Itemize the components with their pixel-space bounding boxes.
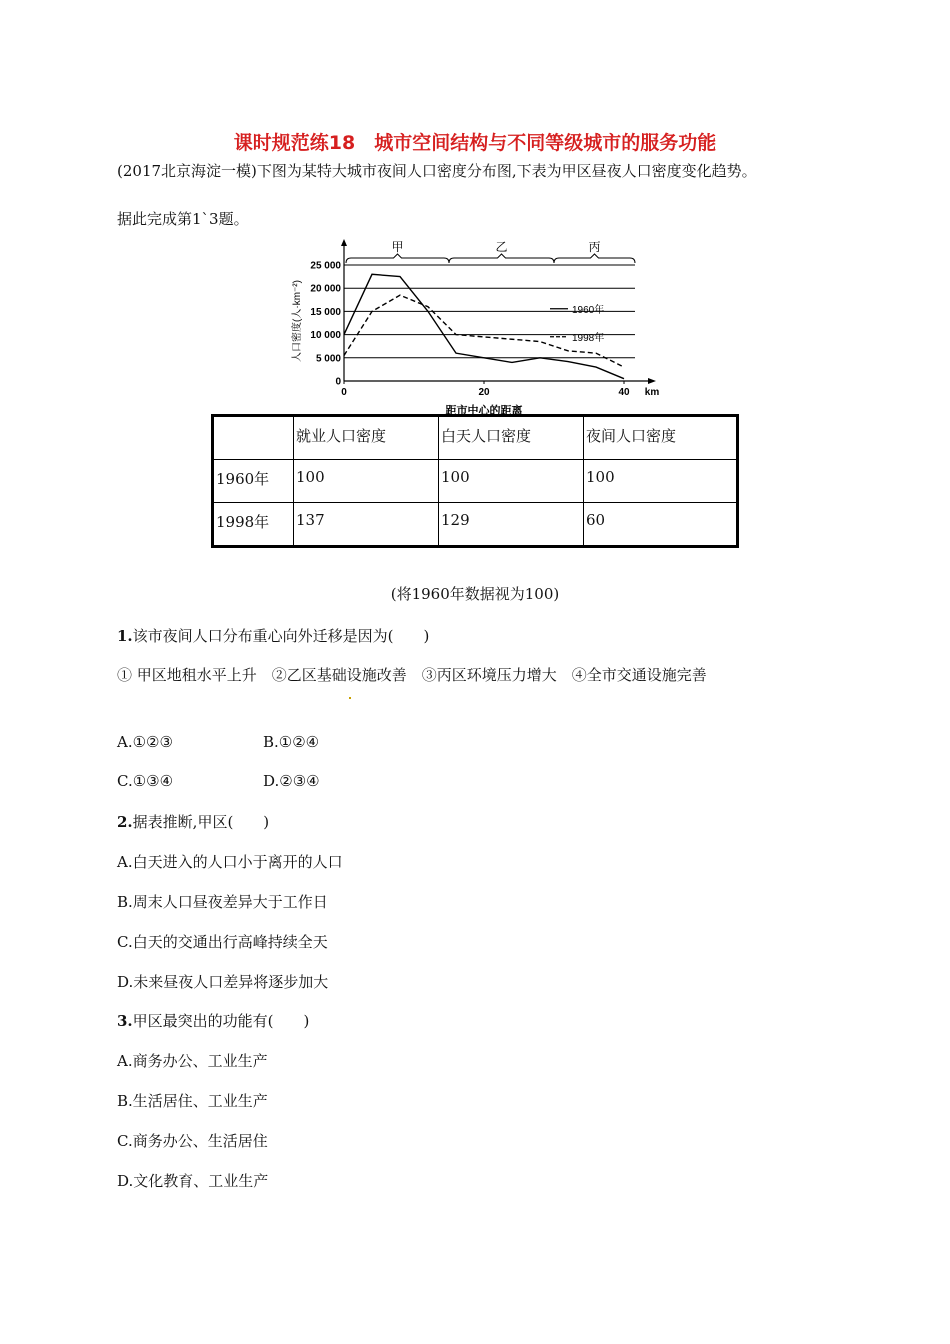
table-cell: 100 bbox=[439, 460, 584, 503]
x-tick-label: 40 bbox=[618, 387, 630, 398]
table-cell: 129 bbox=[439, 503, 584, 547]
table-note: (将1960年数据视为100) bbox=[390, 585, 560, 603]
y-tick-label: 20 000 bbox=[310, 283, 341, 295]
table-header-cell: 就业人口密度 bbox=[294, 416, 439, 460]
table-cell: 137 bbox=[294, 503, 439, 547]
option-a[interactable]: A.商务办公、工业生产 bbox=[117, 1052, 268, 1070]
x-unit-label: km bbox=[644, 387, 660, 398]
question-2 bbox=[117, 811, 269, 832]
zone-brace bbox=[346, 254, 449, 263]
page-title: 课时规范练18 城市空间结构与不同等级城市的服务功能 bbox=[233, 132, 717, 154]
legend-label: 1998年 bbox=[572, 332, 605, 344]
zone-label: 乙 bbox=[495, 240, 508, 254]
table-row bbox=[213, 460, 738, 503]
question-number: 3. bbox=[117, 1012, 133, 1030]
x-axis-arrow bbox=[648, 378, 656, 384]
question-number: 2. bbox=[117, 813, 133, 831]
table-cell: 60 bbox=[584, 503, 738, 547]
option-a[interactable]: A.①②③ bbox=[117, 733, 173, 751]
question-stem: 据表推断,甲区( ) bbox=[132, 813, 270, 831]
table-header-cell bbox=[213, 416, 294, 460]
population-density-chart bbox=[280, 236, 680, 416]
zone-label: 甲 bbox=[391, 240, 404, 254]
series-line-1960年 bbox=[344, 274, 624, 378]
table-header-cell: 夜间人口密度 bbox=[584, 416, 738, 460]
zone-label: 丙 bbox=[588, 240, 601, 254]
density-table bbox=[211, 414, 739, 548]
option-a[interactable]: A.白天进入的人口小于离开的人口 bbox=[117, 853, 343, 871]
zone-brace bbox=[554, 254, 635, 263]
x-tick-label: 0 bbox=[341, 387, 347, 398]
legend-label: 1960年 bbox=[572, 304, 605, 316]
table-row bbox=[213, 503, 738, 547]
table-header-row bbox=[213, 416, 738, 460]
option-c[interactable]: C.白天的交通出行高峰持续全天 bbox=[117, 933, 328, 951]
intro-text: (2017北京海淀一模)下图为某特大城市夜间人口密度分布图,下表为甲区昼夜人口密度变化趋势。 bbox=[117, 162, 757, 180]
question-stem: 该市夜间人口分布重心向外迁移是因为( ) bbox=[132, 627, 430, 645]
option-c[interactable]: C.①③④ bbox=[117, 772, 174, 790]
y-axis-arrow bbox=[341, 239, 347, 246]
option-b[interactable]: B.生活居住、工业生产 bbox=[117, 1092, 268, 1110]
option-c[interactable]: C.商务办公、生活居住 bbox=[117, 1132, 268, 1150]
option-d[interactable]: D.②③④ bbox=[263, 772, 320, 790]
table-cell: 100 bbox=[294, 460, 439, 503]
question-1-items: ① 甲区地租水平上升 ②乙区基础设施改善 ③丙区环境压力增大 ④全市交通设施完善 bbox=[117, 666, 707, 684]
option-d[interactable]: D.文化教育、工业生产 bbox=[117, 1172, 269, 1190]
option-d[interactable]: D.未来昼夜人口差异将逐步加大 bbox=[117, 973, 329, 991]
option-b[interactable]: B.周末人口昼夜差异大于工作日 bbox=[117, 893, 328, 911]
y-tick-label: 5 000 bbox=[315, 353, 341, 365]
y-tick-label: 15 000 bbox=[310, 306, 341, 318]
question-stem: 甲区最突出的功能有( ) bbox=[132, 1012, 310, 1030]
question-3 bbox=[117, 1010, 309, 1031]
question-number: 1. bbox=[117, 627, 133, 645]
y-tick-label: 25 000 bbox=[310, 260, 341, 272]
table-header-cell: 白天人口密度 bbox=[439, 416, 584, 460]
x-tick-label: 20 bbox=[478, 387, 490, 398]
table-cell: 1960年 bbox=[213, 460, 294, 503]
option-b[interactable]: B.①②④ bbox=[263, 733, 320, 751]
stray-mark bbox=[349, 697, 351, 699]
y-tick-label: 10 000 bbox=[310, 330, 341, 342]
y-axis-title: 人口密度(人·km⁻²) bbox=[292, 280, 303, 362]
y-tick-label: 0 bbox=[335, 376, 341, 388]
zone-brace bbox=[449, 254, 554, 263]
question-1 bbox=[117, 625, 429, 646]
table-cell: 1998年 bbox=[213, 503, 294, 547]
x-axis-title: 距市中心的距离 bbox=[445, 405, 523, 416]
table-cell: 100 bbox=[584, 460, 738, 503]
intro-instruction: 据此完成第1`3题。 bbox=[117, 210, 249, 228]
